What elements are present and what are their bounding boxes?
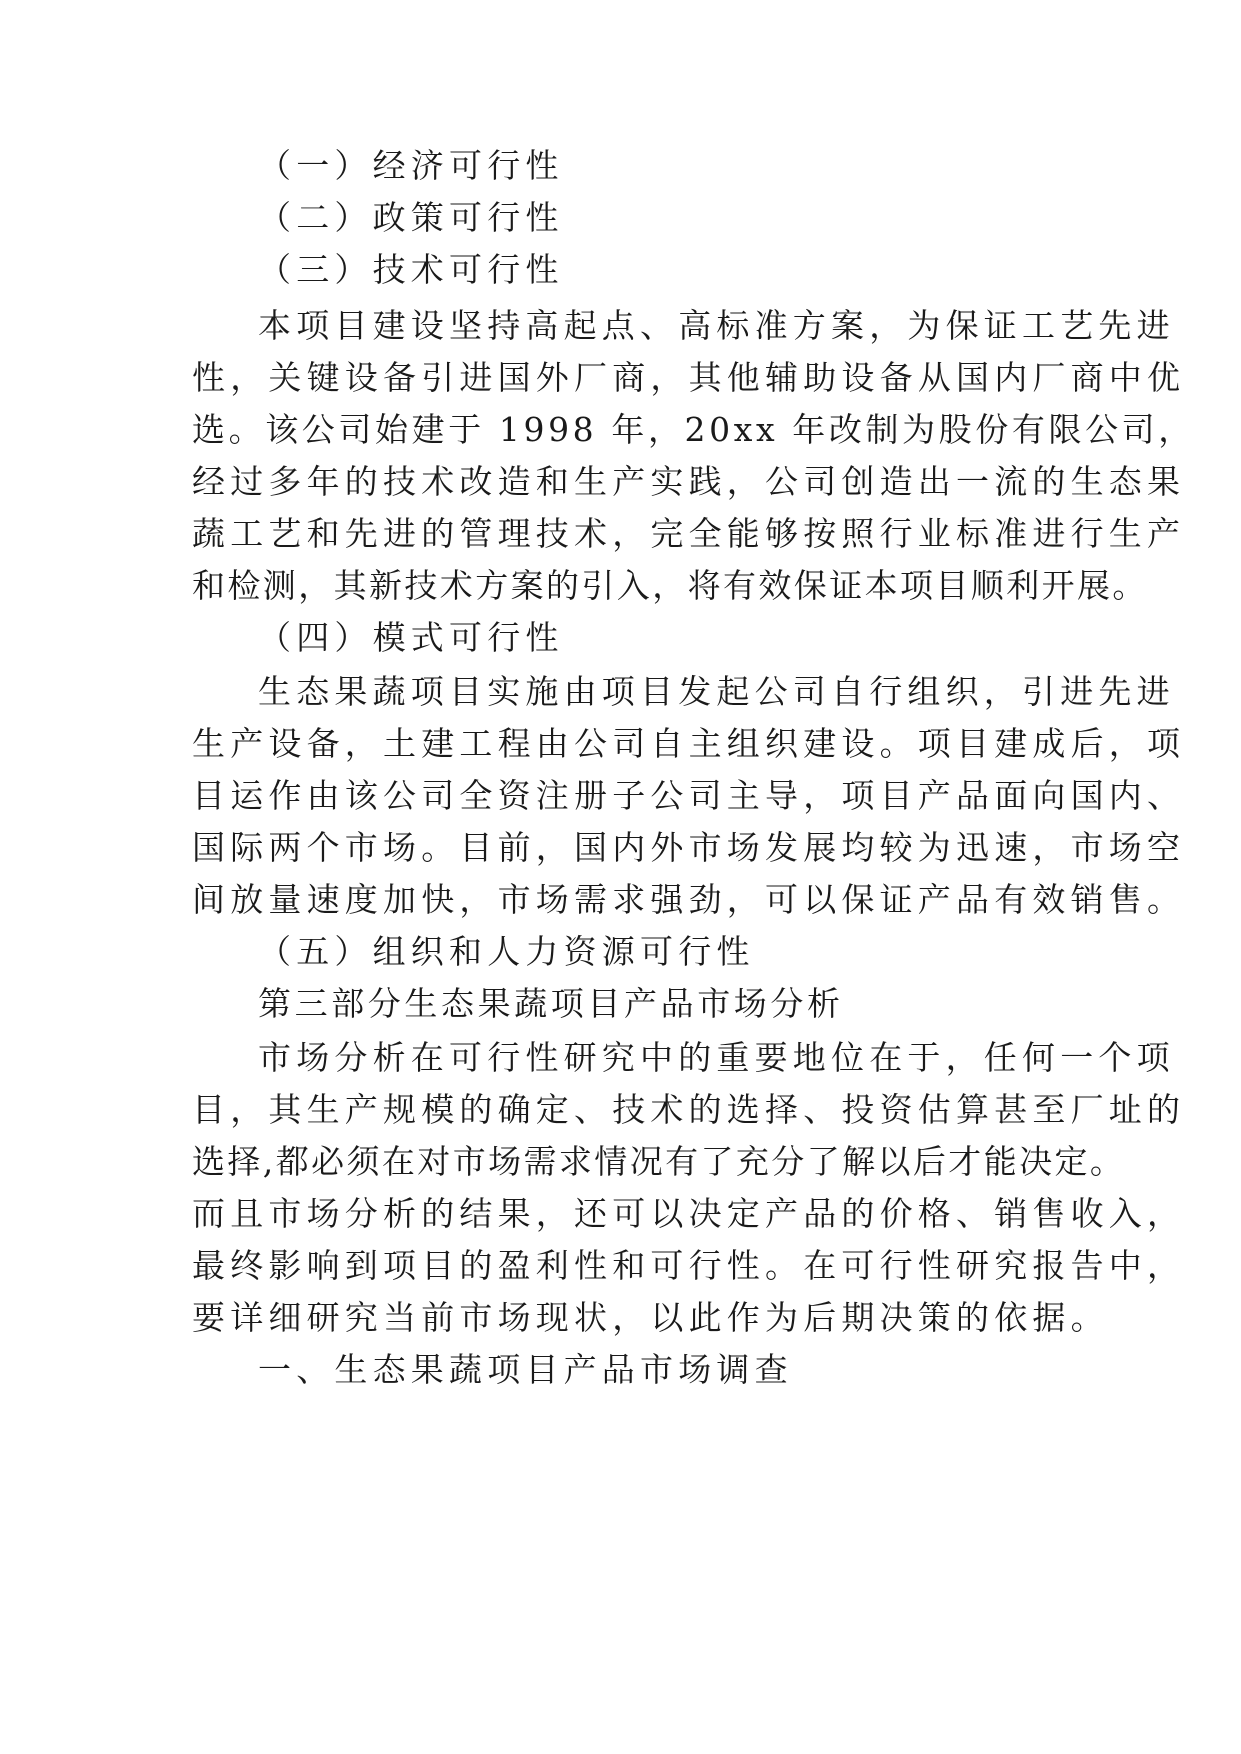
- paragraph-line: 而且市场分析的结果，还可以决定产品的价格、销售收入，: [192, 1194, 1186, 1233]
- paragraph-line: 生产设备，土建工程由公司自主组织建设。项目建成后，项: [192, 724, 1186, 763]
- paragraph-line: 本项目建设坚持高起点、高标准方案，为保证工艺先进: [258, 306, 1175, 345]
- section-heading-model-feasibility: （四）模式可行性: [258, 618, 564, 657]
- paragraph-line: 目运作由该公司全资注册子公司主导，项目产品面向国内、: [192, 776, 1186, 815]
- part-heading-market-analysis: 第三部分生态果蔬项目产品市场分析: [258, 984, 844, 1023]
- paragraph-line: 市场分析在可行性研究中的重要地位在于，任何一个项: [258, 1038, 1175, 1077]
- paragraph-line: 和检测，其新技术方案的引入，将有效保证本项目顺利开展。: [192, 566, 1148, 605]
- section-heading-organization-feasibility: （五）组织和人力资源可行性: [258, 932, 755, 971]
- paragraph-line: 目，其生产规模的确定、技术的选择、投资估算甚至厂址的: [192, 1090, 1186, 1129]
- section-heading-economic-feasibility: （一）经济可行性: [258, 146, 564, 185]
- paragraph-line: 选择,都必须在对市场需求情况有了充分了解以后才能决定。: [192, 1142, 1126, 1181]
- paragraph-line: 生态果蔬项目实施由项目发起公司自行组织，引进先进: [258, 672, 1175, 711]
- section-heading-policy-feasibility: （二）政策可行性: [258, 198, 564, 237]
- paragraph-line: 要详细研究当前市场现状，以此作为后期决策的依据。: [192, 1298, 1109, 1337]
- paragraph-line: 国际两个市场。目前，国内外市场发展均较为迅速，市场空: [192, 828, 1186, 867]
- section-heading-market-survey: 一、生态果蔬项目产品市场调查: [258, 1350, 793, 1389]
- section-heading-technical-feasibility: （三）技术可行性: [258, 250, 564, 289]
- paragraph-line: 最终影响到项目的盈利性和可行性。在可行性研究报告中，: [192, 1246, 1186, 1285]
- paragraph-line: 选。该公司始建于 1998 年，20xx 年改制为股份有限公司，: [192, 410, 1195, 449]
- paragraph-line: 蔬工艺和先进的管理技术，完全能够按照行业标准进行生产: [192, 514, 1186, 553]
- paragraph-line: 经过多年的技术改造和生产实践，公司创造出一流的生态果: [192, 462, 1186, 501]
- paragraph-line: 间放量速度加快，市场需求强劲，可以保证产品有效销售。: [192, 880, 1186, 919]
- paragraph-line: 性，关键设备引进国外厂商，其他辅助设备从国内厂商中优: [192, 358, 1186, 397]
